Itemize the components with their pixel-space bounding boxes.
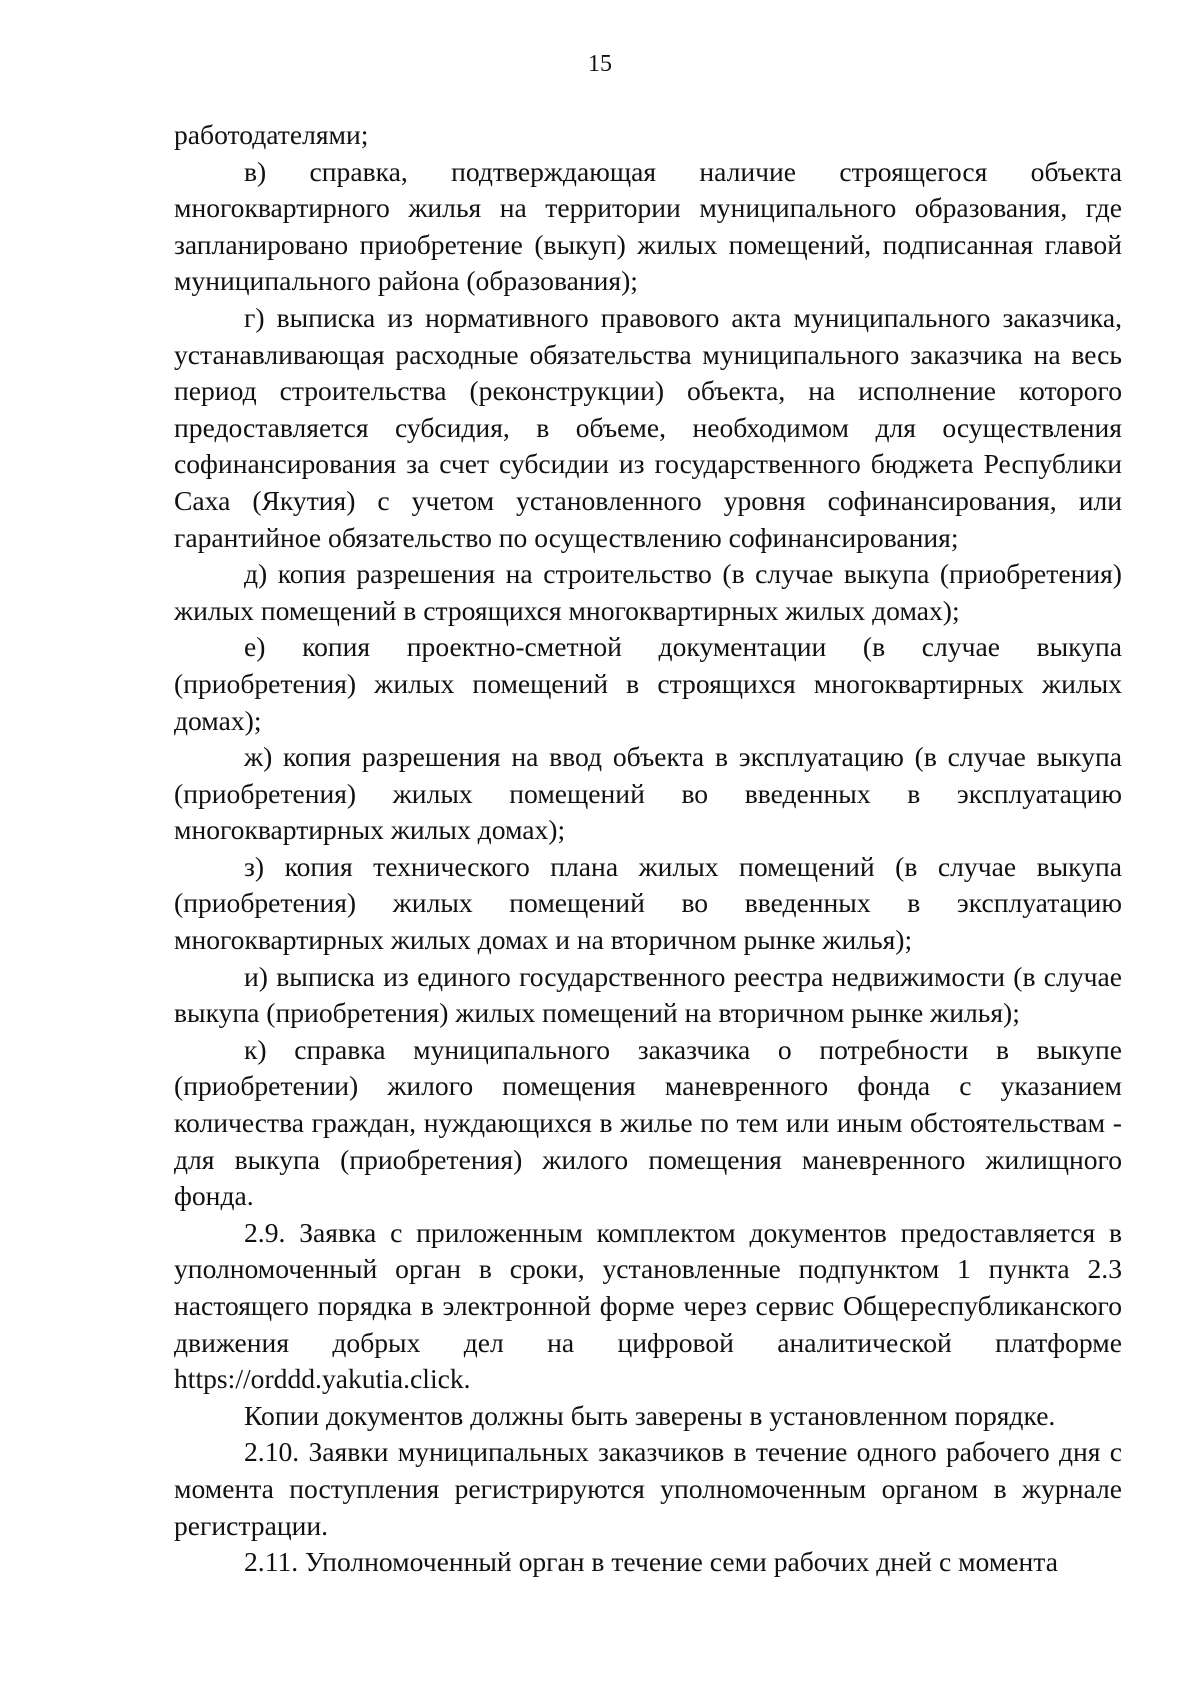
paragraph-item-g: г) выписка из нормативного правового акта муниципального заказчика, устанавливающая расходные обязательства муниципального заказчика на весь период строительства (реконструкции) объекта, на исполнение которого предоставляется субсидия, в объеме, необходимом для осуществления софинансирования за счет субсидии из государственного бюджета Республики Саха (Якутия) с учетом установленного уровня софинансирования, или гарантийное обязательство по осуществлению софинансирования; <box>174 301 1122 553</box>
paragraph-item-z: з) копия технического плана жилых помещений (в случае выкупа (приобретения) жилых помещений во введенных в эксплуатацию многоквартирных жилых домах и на вторичном рынке жилья); <box>174 850 1122 956</box>
paragraph-item-zh: ж) копия разрешения на ввод объекта в эксплуатацию (в случае выкупа (приобретения) жилых помещений во введенных в эксплуатацию многоквартирных жилых домах); <box>174 741 1122 846</box>
document-body <box>174 117 1122 1581</box>
paragraph-section-2-11: 2.11. Уполномоченный орган в течение семи рабочих дней с момента <box>244 1546 1058 1578</box>
paragraph-item-i: и) выписка из единого государственного реестра недвижимости (в случае выкупа (приобретения) жилых помещений на вторичном рынке жилья); <box>174 960 1122 1029</box>
paragraph-section-2-10: 2.10. Заявки муниципальных заказчиков в течение одного рабочего дня с момента поступления регистрируются уполномоченным органом в журнале регистрации. <box>174 1436 1122 1541</box>
paragraph-copies-certified: Копии документов должны быть заверены в установленном порядке. <box>244 1399 1056 1431</box>
page-number: 15 <box>588 51 612 77</box>
paragraph-item-d: д) копия разрешения на строительство (в случае выкупа (приобретения) жилых помещений в строящихся многоквартирных жилых домах); <box>174 558 1122 626</box>
paragraph-item-k: к) справка муниципального заказчика о потребности в выкупе (приобретении) жилого помещения маневренного фонда с указанием количества граждан, нуждающихся в жилье по тем или иным обстоятельствам - для выкупа (приобретения) жилого помещения маневренного жилищного фонда. <box>174 1033 1122 1212</box>
paragraph-continuation: работодателями; <box>174 119 369 150</box>
paragraph-section-2-9: 2.9. Заявка с приложенным комплектом документов предоставляется в уполномоченный орган в сроки, установленные подпунктом 1 пункта 2.3 настоящего порядка в электронной форме через сервис Общереспубликанского движения добрых дел на цифровой аналитической платформе https://orddd.yakutia.click. <box>174 1216 1122 1395</box>
paragraph-item-e: е) копия проектно-сметной документации (в случае выкупа (приобретения) жилых помещений в строящихся многоквартирных жилых домах); <box>174 631 1122 736</box>
paragraph-item-v: в) справка, подтверждающая наличие строящегося объекта многоквартирного жилья на территории муниципального образования, где запланировано приобретение (выкуп) жилых помещений, подписанная главой муниципального района (образования); <box>174 155 1122 297</box>
